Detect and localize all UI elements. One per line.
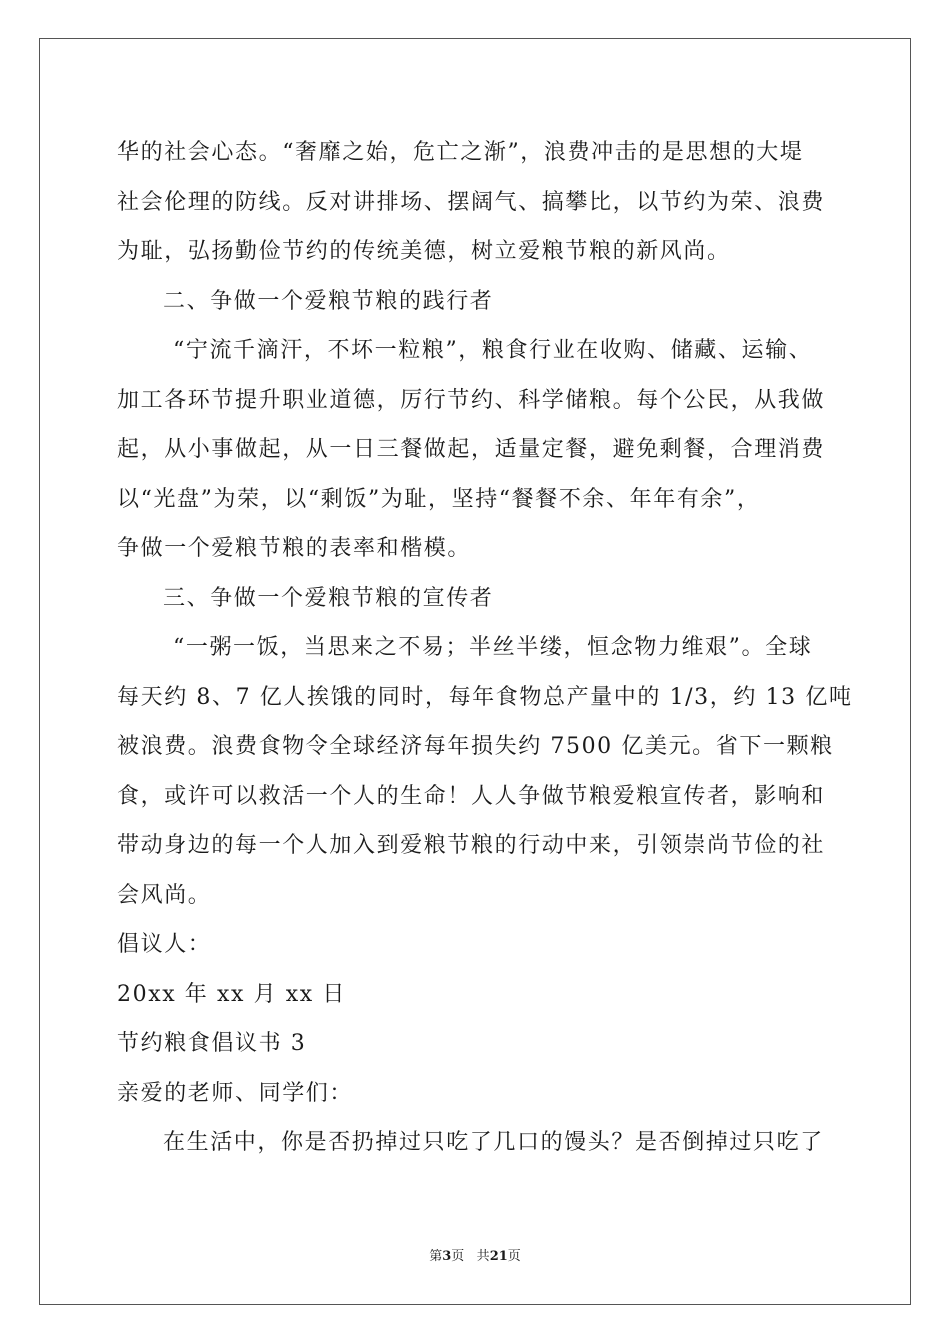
text-line: 食，或许可以救活一个人的生命！人人争做节粮爱粮宣传者，影响和 (117, 783, 826, 809)
signature-label: 倡议人： (117, 932, 212, 957)
total-pages-number: 21 (489, 1249, 508, 1264)
date-line: 20xx 年 xx 月 xx 日 (117, 981, 347, 1007)
text-line: 加工各环节提升职业道德，厉行节约、科学储粮。每个公民，从我做 (117, 387, 826, 413)
text-line: 每天约 8、7 亿人挨饿的同时，每年食物总产量中的 1/3，约 13 亿吨 (117, 684, 853, 710)
text-line: 争做一个爱粮节粮的表率和楷模。 (117, 536, 472, 561)
text-line: 起，从小事做起，从一日三餐做起，适量定餐，避免剩餐，合理消费 (117, 437, 826, 462)
current-page-number: 3 (442, 1249, 452, 1264)
total-prefix: 共 (476, 1249, 490, 1264)
page-footer (0, 1248, 950, 1266)
section-heading: 三、争做一个爱粮节粮的宣传者 (163, 585, 494, 611)
text-line: 为耻，弘扬勤俭节约的传统美德，树立爱粮节粮的新风尚。 (117, 239, 731, 264)
text-line: 社会伦理的防线。反对讲排场、摆阔气、搞攀比，以节约为荣、浪费 (117, 189, 826, 215)
text-line: 在生活中，你是否扔掉过只吃了几口的馒头？是否倒掉过只吃了 (163, 1130, 824, 1155)
document-title: 节约粮食倡议书 3 (117, 1031, 307, 1056)
text-line: 带动身边的每一个人加入到爱粮节粮的行动中来，引领崇尚节俭的社 (117, 833, 826, 858)
salutation: 亲爱的老师、同学们： (117, 1080, 354, 1106)
text-line: 华的社会心态。“奢靡之始，危亡之渐”，浪费冲击的是思想的大堤 (117, 140, 804, 165)
text-line: “宁流千滴汗，不坏一粒粮”，粮食行业在收购、储藏、运输、 (173, 338, 813, 363)
text-line: 以“光盘”为荣，以“剩饭”为耻，坚持“餐餐不余、年年有余”， (117, 486, 761, 512)
text-line: “一粥一饭，当思来之不易；半丝半缕，恒念物力维艰”。全球 (173, 635, 813, 660)
page-prefix: 第 (429, 1249, 443, 1264)
total-suffix: 页 (507, 1249, 521, 1264)
text-line: 会风尚。 (117, 882, 212, 908)
page-suffix: 页 (451, 1249, 465, 1264)
document-body (117, 128, 853, 1168)
section-heading: 二、争做一个爱粮节粮的践行者 (163, 288, 494, 314)
text-line: 被浪费。浪费食物令全球经济每年损失约 7500 亿美元。省下一颗粮 (117, 734, 834, 759)
